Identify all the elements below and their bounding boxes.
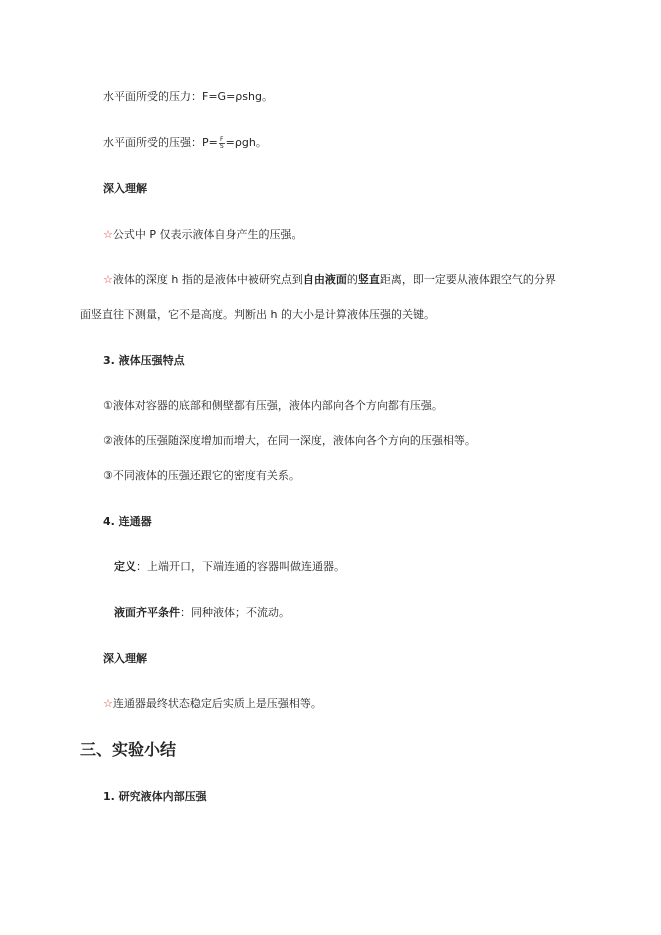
definition-line — [114, 560, 345, 574]
depth-text-part-1: 液体的深度 h 指的是液体中被研究点到 — [112, 273, 303, 286]
deep-understanding-item-2 — [103, 697, 322, 711]
pressure-force-line: 水平面所受的压力：F=G=ρshg。 — [103, 90, 273, 103]
star-icon: ☆ — [103, 697, 113, 710]
deep-item-1-text: 公式中 P 仅表示液体自身产生的压强。 — [112, 228, 303, 241]
deep-understanding-heading-2: 深入理解 — [103, 652, 147, 665]
feature-item-3: ③不同液体的压强还跟它的密度有关系。 — [103, 469, 300, 482]
fraction-numerator: F — [220, 135, 224, 143]
depth-text-part-3: 距离，即一定要从液体跟空气的分界 — [379, 273, 556, 286]
subsection-1-heading: 1. 研究液体内部压强 — [103, 790, 207, 803]
depth-paragraph-line-1 — [103, 273, 556, 287]
depth-bold-free-surface: 自由液面 — [302, 273, 347, 286]
depth-text-part-2: 的 — [346, 273, 358, 286]
pressure-formula-prefix: 水平面所受的压强：P= — [103, 136, 218, 149]
feature-item-2: ②液体的压强随深度增加而增大，在同一深度，液体向各个方向的压强相等。 — [103, 434, 476, 447]
fraction-denominator: S — [219, 142, 224, 150]
star-icon: ☆ — [103, 273, 113, 286]
level-condition-label: 液面齐平条件 — [114, 606, 180, 619]
fraction-f-over-s — [219, 137, 225, 150]
level-condition-line — [114, 606, 290, 620]
deep-understanding-heading-1: 深入理解 — [103, 182, 147, 195]
star-icon: ☆ — [103, 228, 113, 241]
deep-item-2-text: 连通器最终状态稳定后实质上是压强相等。 — [112, 697, 322, 710]
chapter-heading: 三、实验小结 — [80, 740, 177, 759]
pressure-formula-line — [103, 136, 267, 150]
pressure-formula-suffix: =ρgh。 — [225, 136, 267, 149]
level-condition-text: ：同种液体；不流动。 — [180, 606, 290, 619]
deep-understanding-item-1 — [103, 228, 303, 242]
definition-label: 定义 — [114, 560, 136, 573]
section-4-heading: 4. 连通器 — [103, 515, 152, 528]
section-3-heading: 3. 液体压强特点 — [103, 354, 185, 367]
depth-paragraph-line-2: 面竖直往下测量，它不是高度。判断出 h 的大小是计算液体压强的关键。 — [80, 308, 435, 321]
definition-text: ：上端开口，下端连通的容器叫做连通器。 — [136, 560, 345, 573]
feature-item-1: ①液体对容器的底部和侧壁都有压强，液体内部向各个方向都有压强。 — [103, 399, 443, 412]
depth-bold-vertical: 竖直 — [357, 273, 380, 286]
